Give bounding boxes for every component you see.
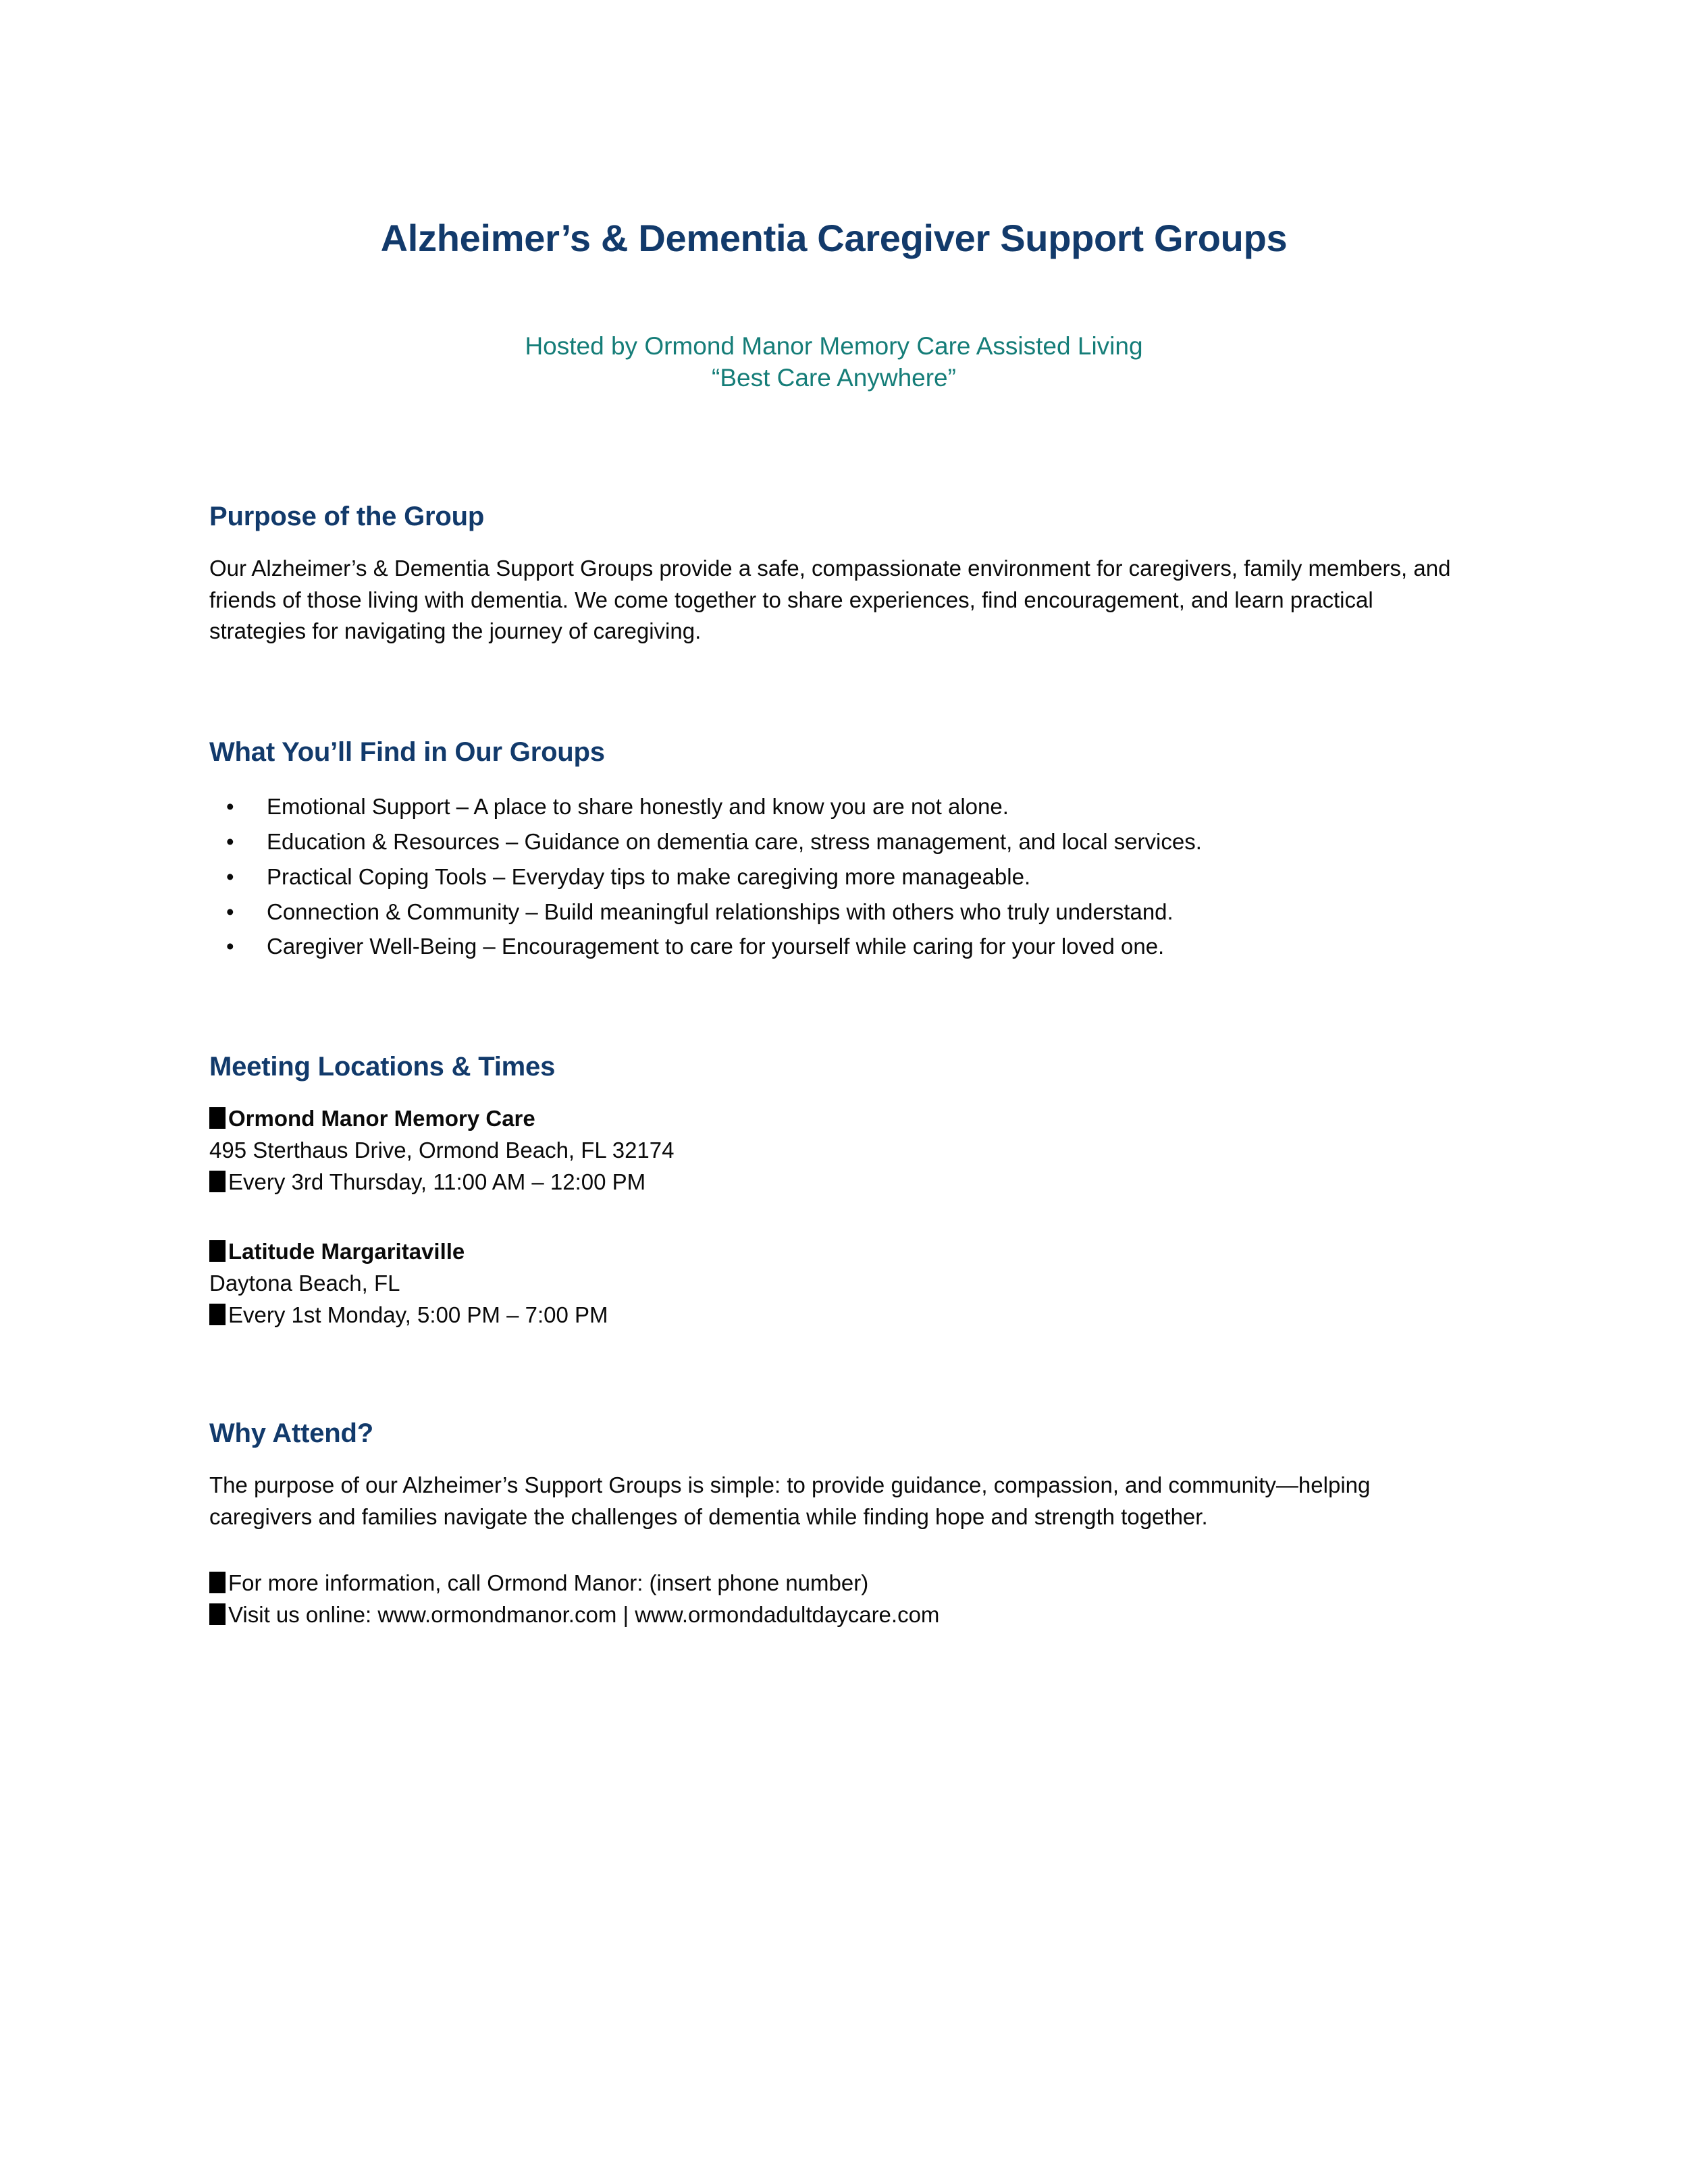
location-address-line <box>209 1135 1458 1167</box>
square-bullet-icon <box>209 1603 226 1625</box>
list-item <box>209 931 1458 963</box>
location-address: 495 Sterthaus Drive, Ormond Beach, FL 32174 <box>209 1138 675 1163</box>
square-bullet-icon <box>209 1107 226 1129</box>
square-bullet-icon <box>209 1171 226 1192</box>
list-item-text: Emotional Support – A place to share honestly and know you are not alone. <box>267 794 1009 819</box>
location-name: Ormond Manor Memory Care <box>228 1106 535 1131</box>
location-name-line <box>209 1236 1458 1268</box>
contact-block <box>209 1568 1458 1631</box>
bullet-dot-icon: • <box>226 794 234 819</box>
location-schedule: Every 3rd Thursday, 11:00 AM – 12:00 PM <box>228 1169 646 1195</box>
list-item-text: Education & Resources – Guidance on dementia care, stress management, and local services. <box>267 828 1202 854</box>
contact-phone-text: For more information, call Ormond Manor: (insert phone number) <box>228 1570 869 1595</box>
location-schedule: Every 1st Monday, 5:00 PM – 7:00 PM <box>228 1302 608 1327</box>
list-item <box>209 897 1458 928</box>
location-name-line <box>209 1103 1458 1135</box>
location-address: Daytona Beach, FL <box>209 1270 400 1296</box>
location-block-ormond-manor <box>209 1103 1458 1198</box>
section-heading-purpose: Purpose of the Group <box>209 502 485 532</box>
list-item <box>209 826 1458 858</box>
square-bullet-icon <box>209 1572 226 1593</box>
bullet-dot-icon: • <box>226 828 234 854</box>
contact-web-line <box>209 1599 1458 1631</box>
bullet-dot-icon: • <box>226 899 234 924</box>
feature-list <box>209 791 1458 963</box>
subtitle-tagline: “Best Care Anywhere” <box>712 364 956 392</box>
bullet-dot-icon: • <box>226 863 234 889</box>
section-heading-meeting-locations: Meeting Locations & Times <box>209 1052 556 1082</box>
subtitle-host-line: Hosted by Ormond Manor Memory Care Assisted Living <box>525 331 1143 360</box>
location-address-line <box>209 1268 1458 1300</box>
list-item <box>209 791 1458 823</box>
square-bullet-icon <box>209 1304 226 1325</box>
list-item-text: Caregiver Well-Being – Encouragement to care for yourself while caring for your loved one. <box>267 934 1165 959</box>
document-subtitle <box>209 330 1458 394</box>
purpose-paragraph: Our Alzheimer’s & Dementia Support Groups provide a safe, compassionate environment for caregivers, family members, and friends of those living with dementia. We come together to share experiences, find encouragement, and learn practical strategies for navigating the journey of caregiving. <box>209 556 1451 643</box>
document-content <box>209 0 1458 1631</box>
why-attend-paragraph: The purpose of our Alzheimer’s Support Groups is simple: to provide guidance, compassion, and community—helping caregivers and families navigate the challenges of dementia while finding hope and strength together. <box>209 1472 1371 1529</box>
section-heading-what-youll-find: What You’ll Find in Our Groups <box>209 737 605 767</box>
location-schedule-line <box>209 1300 1458 1331</box>
bullet-dot-icon: • <box>226 934 234 959</box>
contact-web-text: Visit us online: www.ormondmanor.com | www.ormondadultdaycare.com <box>228 1601 940 1627</box>
page-title: Alzheimer’s & Dementia Caregiver Support Groups <box>380 217 1288 259</box>
list-item-text: Connection & Community – Build meaningful relationships with others who truly understand. <box>267 899 1173 924</box>
location-name: Latitude Margaritaville <box>228 1238 465 1264</box>
location-schedule-line <box>209 1167 1458 1198</box>
location-block-latitude-margaritaville <box>209 1236 1458 1331</box>
list-item-text: Practical Coping Tools – Everyday tips to make caregiving more manageable. <box>267 863 1031 889</box>
list-item <box>209 861 1458 893</box>
section-heading-why-attend: Why Attend? <box>209 1418 373 1449</box>
contact-phone-line <box>209 1568 1458 1599</box>
square-bullet-icon <box>209 1240 226 1262</box>
